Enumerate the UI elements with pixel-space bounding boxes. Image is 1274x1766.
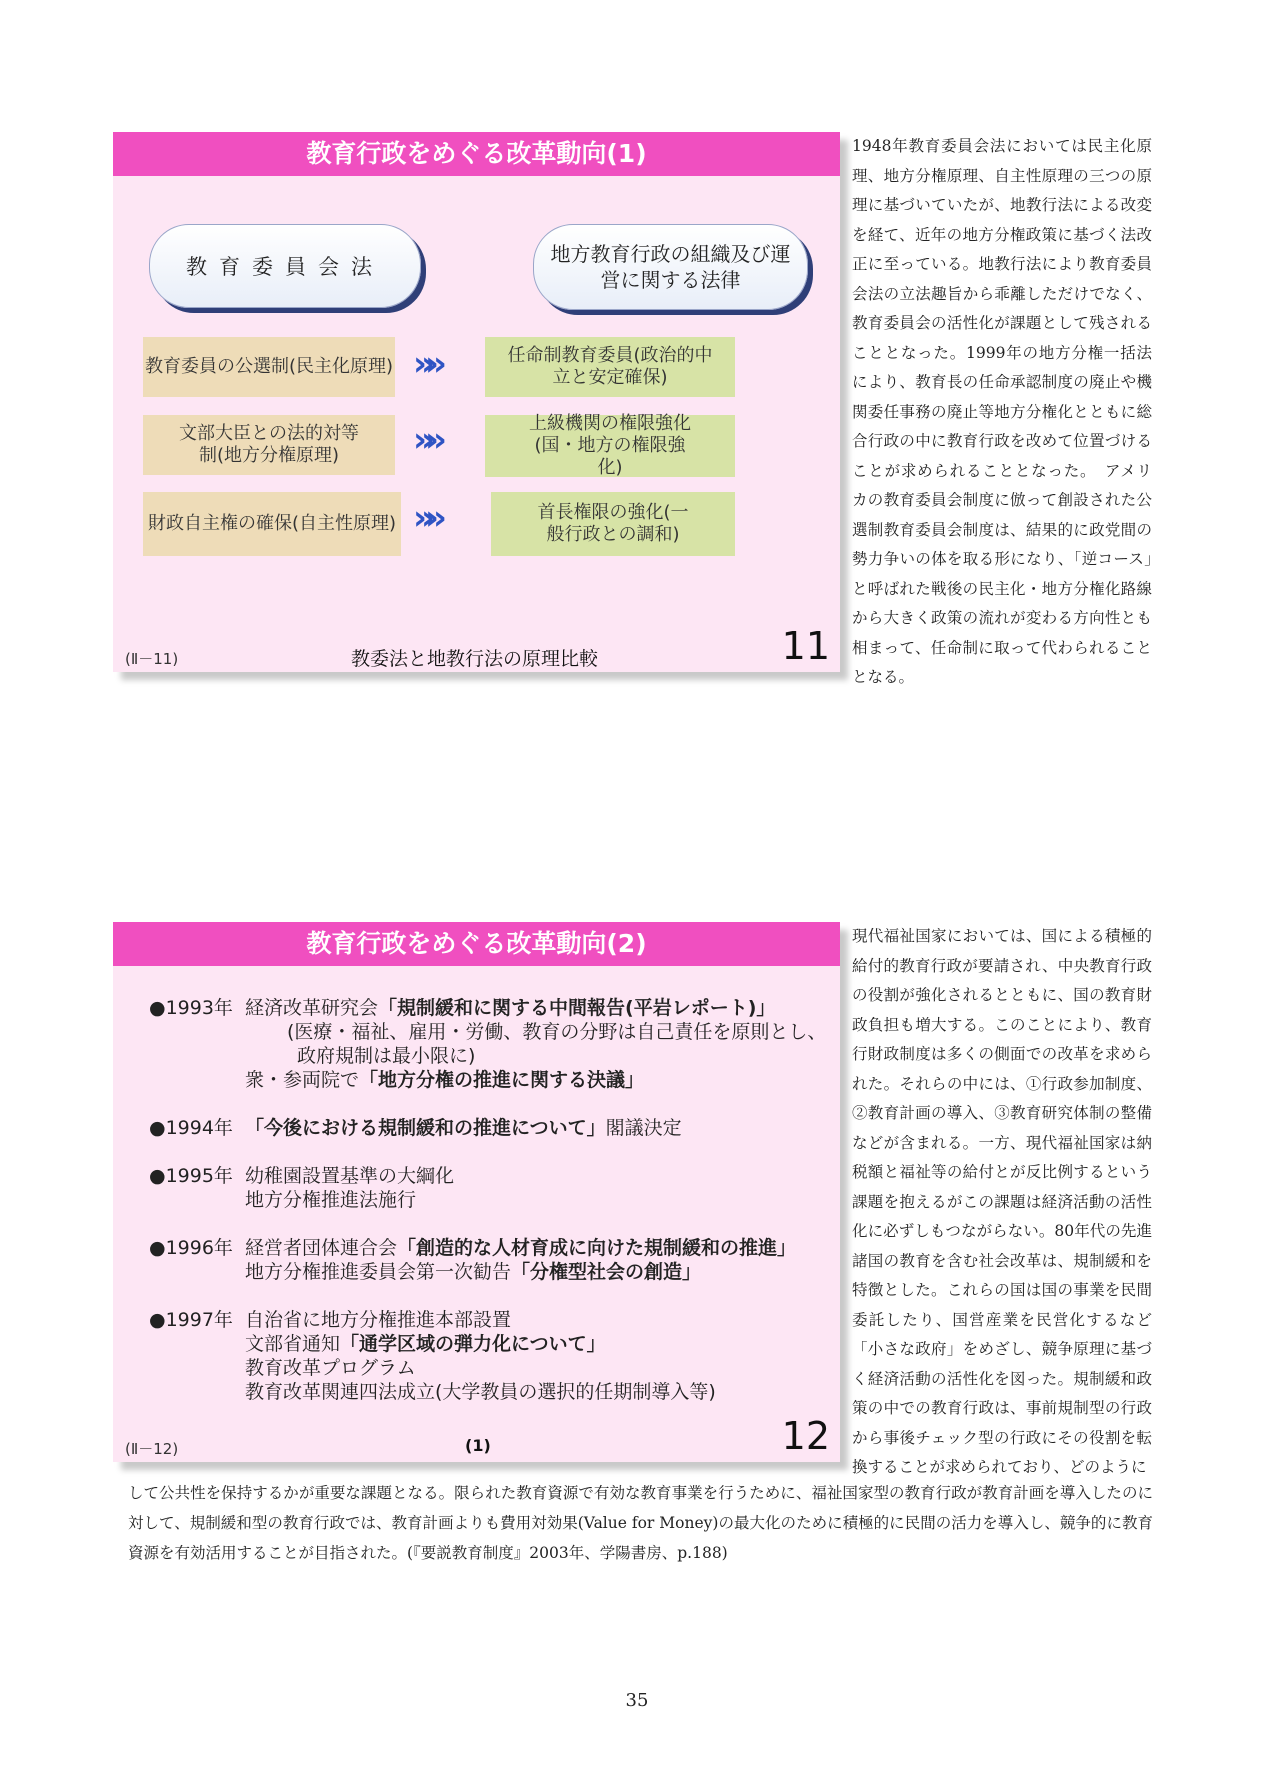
- timeline-text: 経済改革研究会: [245, 997, 379, 1019]
- principle-box: 上級機関の権限強化(国・地方の権限強化): [485, 415, 735, 477]
- arrow-icon: »»: [413, 420, 437, 460]
- slide-number: 11: [781, 624, 830, 668]
- timeline-text: 地方分権推進法施行: [245, 1189, 417, 1211]
- slide-code: (Ⅱ－12): [125, 1440, 179, 1458]
- slide-number: 12: [781, 1414, 830, 1458]
- timeline-text: 経営者団体連合会: [245, 1237, 398, 1259]
- timeline-text: 閣議決定: [605, 1117, 682, 1139]
- slide-title: 教育行政をめぐる改革動向(2): [113, 922, 840, 966]
- slide-caption: (1): [465, 1436, 491, 1455]
- year-label: ●1995年: [149, 1165, 233, 1187]
- timeline-text: 政府規制は最小限に): [297, 1045, 476, 1067]
- timeline-1997: [149, 1308, 716, 1404]
- timeline-text: 文部省通知: [245, 1333, 341, 1355]
- arrow-icon: »»: [413, 498, 437, 538]
- principle-box: 首長権限の強化(一般行政との調和): [491, 492, 735, 556]
- commentary-continued: して公共性を保持するかが重要な課題となる。限られた教育資源で有効な教育事業を行うために、福祉国家型の教育行政が教育計画を導入したのに対して、規制緩和型の教育行政では、教育計画よりも費用対効果(Value for Money)の最大化のために積極的に民間の活力を導入し、競争的に教育資源を有効活用することが目指された。(『要説教育制度』2003年、学陽書房、p.188): [128, 1484, 1153, 1562]
- commentary-1: 1948年教育委員会法においては民主化原理、地方分権原理、自主性原理の三つの原理に基づいていたが、地教行法による改変を経て、近年の地方分権政策に基づく法改正に至っている。地教行法により教育委員会法の立法趣旨から乖離しただけでなく、教育委員会の活性化が課題として残されることとなった。1999年の地方分権一括法により、教育長の任命承認制度の廃止や機関委任事務の廃止等地方分権化とともに総合行政の中に教育行政を改めて位置づけることが求められることとなった。 アメリカの教育委員会制度に倣って創設された公選制教育委員会制度は、結果的に政党間の勢力争いの体を取る形になり、「逆コース」と呼ばれた戦後の民主化・地方分権化路線から大きく政策の流れが変わる方向性とも相まって、任命制に取って代わられることとなる。: [852, 137, 1152, 686]
- slide-title: 教育行政をめぐる改革動向(1): [113, 132, 840, 176]
- timeline-1996: [149, 1236, 796, 1284]
- timeline-1993: [149, 996, 826, 1092]
- commentary-2: 現代福祉国家においては、国による積極的給付的教育行政が要請され、中央教育行政の役割が強化されるとともに、国の教育財政負担も増大する。このことにより、教育行財政制度は多くの側面での改革を求められた。それらの中には、①行政参加制度、②教育計画の導入、③教育研究体制の整備などが含まれる。一方、現代福祉国家は納税額と福祉等の給付とが反比例するという課題を抱えるがこの課題は経済活動の活性化に必ずしもつながらない。80年代の先進諸国の教育を含む社会改革は、規制緩和を特徴とした。これらの国は国の事業を民間委託したり、国営産業を民営化するなど「小さな政府」をめざし、競争原理に基づく経済活動の活性化を図った。規制緩和政策の中での教育行政は、事前規制型の行政から事後チェック型の行政にその役割を転換することが求められており、どのように: [852, 927, 1152, 1476]
- timeline-text: (医療・福祉、雇用・労働、教育の分野は自己責任を原則とし、: [287, 1021, 827, 1043]
- timeline-text: 地方分権推進委員会第一次勧告: [245, 1261, 512, 1283]
- pill-left: 教育委員会法: [149, 224, 421, 308]
- timeline-text: 「地方分権の推進に関する決議」: [359, 1069, 645, 1091]
- pill-right: 地方教育行政の組織及び運営に関する法律: [533, 224, 808, 310]
- principle-box: 教育委員の公選制(民主化原理): [143, 337, 395, 397]
- timeline-1994: [149, 1116, 682, 1140]
- principle-box: 財政自主権の確保(自主性原理): [143, 492, 401, 556]
- slide-caption: 教委法と地教行法の原理比較: [351, 648, 599, 670]
- year-label: ●1996年: [149, 1237, 233, 1259]
- timeline-text: 「通学区域の弾力化について」: [340, 1333, 606, 1355]
- slide-code: (Ⅱ－11): [125, 650, 179, 668]
- timeline-1995: [149, 1164, 454, 1212]
- timeline-text: 「分権型社会の創造」: [511, 1261, 702, 1283]
- slide-11: [113, 132, 840, 672]
- timeline-text: 「規制緩和に関する中間報告(平岩レポート)」: [378, 997, 776, 1019]
- arrow-icon: »»: [413, 344, 437, 384]
- page-number: 35: [625, 1690, 649, 1711]
- timeline-text: 自治省に地方分権推進本部設置: [245, 1309, 512, 1331]
- timeline-text: 「創造的な人材育成に向けた規制緩和の推進」: [397, 1237, 797, 1259]
- year-label: ●1997年: [149, 1309, 233, 1331]
- timeline-text: 教育改革関連四法成立(大学教員の選択的任期制導入等): [245, 1381, 716, 1403]
- principle-box: 文部大臣との法的対等制(地方分権原理): [143, 415, 395, 475]
- timeline-text: 衆・参両院で: [245, 1069, 360, 1091]
- slide-12: [113, 922, 840, 1462]
- timeline-text: 幼稚園設置基準の大綱化: [245, 1165, 455, 1187]
- timeline-text: 教育改革プログラム: [245, 1357, 416, 1379]
- year-label: ●1994年: [149, 1117, 233, 1139]
- year-label: ●1993年: [149, 997, 233, 1019]
- principle-box: 任命制教育委員(政治的中立と安定確保): [485, 337, 735, 397]
- timeline-text: 「今後における規制緩和の推進について」: [245, 1117, 606, 1139]
